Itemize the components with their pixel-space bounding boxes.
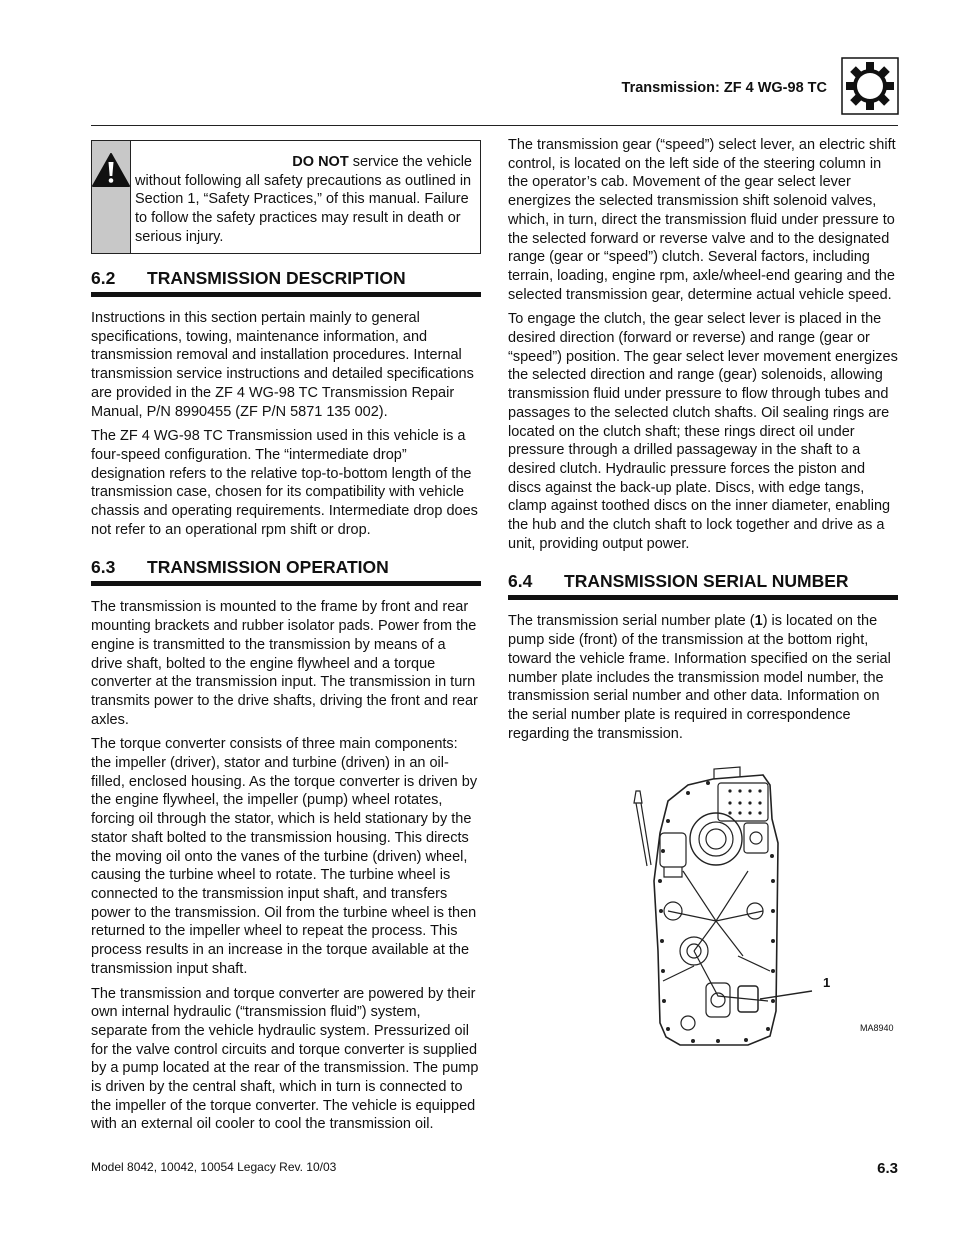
section-title: TRANSMISSION OPERATION — [147, 557, 389, 578]
paragraph — [508, 612, 898, 743]
para-after: ) is located on the pump side (front) of the transmission at the bottom right, toward the vehicle frame. Information specified on the serial number plate includes the transmission model number, the transmission serial number and other data. Information on the serial number plate is required in correspondence regarding the transmission. — [508, 613, 891, 742]
header-rule — [91, 125, 898, 126]
paragraph: The ZF 4 WG-98 TC Transmission used in this vehicle is a four-speed configuration. The “intermediate drop” designation refers to the relative top-to-bottom length of the transmission case, chosen for its compatibility with vehicle chassis and operating requirements. Intermediate drop does not refer to an operational rpm shift or drop. — [91, 428, 478, 538]
footer-page-number: 6.3 — [877, 1160, 898, 1177]
paragraph: The transmission is mounted to the frame by front and rear mounting brackets and rubber isolator pads. Power from the engine is transmitted to the transmission by means of a drive shaft, bolted to the engine flywheel and a torque converter at the transmission input. The transmission in turn transmits power to the drive shafts, driving the front and rear axles. — [91, 599, 478, 728]
paragraph: The torque converter consists of three main components: the impeller (driver), stator and turbine (driven) in an oil-filled, enclosed housing. As the torque converter is driven by the engine flywheel, the impeller (pump) wheel rotates, forcing oil through the stator, which is held stationary by the stator shaft bolted to the transmission housing. This directs the moving oil onto the vanes of the turbine (driven) wheel, causing the turbine wheel to rotate. The turbine wheel is connected to the transmission input shaft, and transfers power to the transmission. Oil from the turbine wheel is then returned to the impeller wheel to repeat the process. This process results in an increase in the torque available at the transmission input shaft. — [91, 736, 478, 977]
paragraph: Instructions in this section pertain mainly to general specifications, towing, maintenance information, and transmission removal and installation procedures. Internal transmission service instructions and detailed specifications are provided in the ZF 4 WG-98 TC Transmission Repair Manual, P/N 8990455 (ZF P/N 5871 135 002). — [91, 310, 474, 420]
figure-id: MA8940 — [860, 1023, 894, 1034]
warning-triangle-icon — [92, 153, 130, 187]
paragraph: The transmission and torque converter are powered by their own internal hydraulic (“transmission fluid”) system, separate from the vehicle hydraulic system. Pressurized oil for the valve control circuits and torque converter is supplied by a pump located at the rear of the transmission. The pump is driven by the central shaft, which in turn is connected to the impeller of the torque converter. The vehicle is equipped with an external oil cooler to cool the transmission oil. — [91, 985, 479, 1133]
warning-body: without following all safety precautions as outlined in Section 1, “Safety Practices,” of this manual. Failure to follow the safety practices may result in death or serious injury. — [135, 172, 472, 245]
footer-model: Model 8042, 10042, 10054 Legacy Rev. 10/03 — [91, 1160, 337, 1174]
warning-lead-line — [135, 153, 472, 172]
section-title: TRANSMISSION DESCRIPTION — [147, 268, 406, 288]
warning-box — [91, 140, 481, 254]
gear-icon — [841, 57, 899, 115]
warning-icon-cell — [92, 141, 131, 253]
warning-lead-rest: service the vehicle — [348, 154, 472, 170]
section-number: 6.3 — [91, 557, 116, 578]
para-before: The transmission serial number plate ( — [508, 613, 755, 630]
left-column — [91, 140, 481, 1140]
transmission-housing-drawing — [508, 761, 898, 1061]
callout-label: 1 — [823, 975, 831, 991]
section-6-3-heading — [91, 557, 481, 586]
para-ref: 1 — [754, 613, 763, 630]
section-number: 6.4 — [508, 571, 533, 592]
right-column — [508, 136, 898, 1061]
section-6-2-heading — [91, 268, 481, 297]
paragraph: To engage the clutch, the gear select lever is placed in the desired direction (forward or reverse) and range (gear or “speed”) position. The gear select lever movement energizes the selected direction and range (gear) solenoids, allowing transmission fluid under pressure to flow through tubes and passages to the selected clutch shafts. Oil sealing rings are located on the clutch shaft; these rings direct oil under pressure through a drilled passageway in the shaft to a desired clutch. Hydraulic pressure forces the piston and discs against the back-up plate. Discs, with edge tangs, clamp against toothed discs on the inner diameter, enabling the hub and the clutch shaft to lock together and drive as a unit, providing output power. — [508, 311, 898, 552]
header-title: Transmission: ZF 4 WG-98 TC — [621, 80, 827, 96]
warning-text — [131, 141, 480, 253]
warning-do-not: DO NOT — [292, 154, 349, 170]
transmission-figure — [508, 761, 898, 1061]
section-number: 6.2 — [91, 268, 116, 288]
section-6-4-heading — [508, 571, 898, 600]
section-title: TRANSMISSION SERIAL NUMBER — [564, 571, 849, 592]
paragraph: The transmission gear (“speed”) select lever, an electric shift control, is located on the left side of the steering column in the operator’s cab. Movement of the gear select lever energizes the selected transmission shift solenoid valves, which, in turn, direct the transmission fluid under pressure to the selected forward or reverse valve and to the designated range (gear or “speed”) clutch. Several factors, including terrain, loading, engine rpm, axle/wheel-end gearing and the selected transmission gear, determine actual vehicle speed. — [508, 137, 896, 303]
